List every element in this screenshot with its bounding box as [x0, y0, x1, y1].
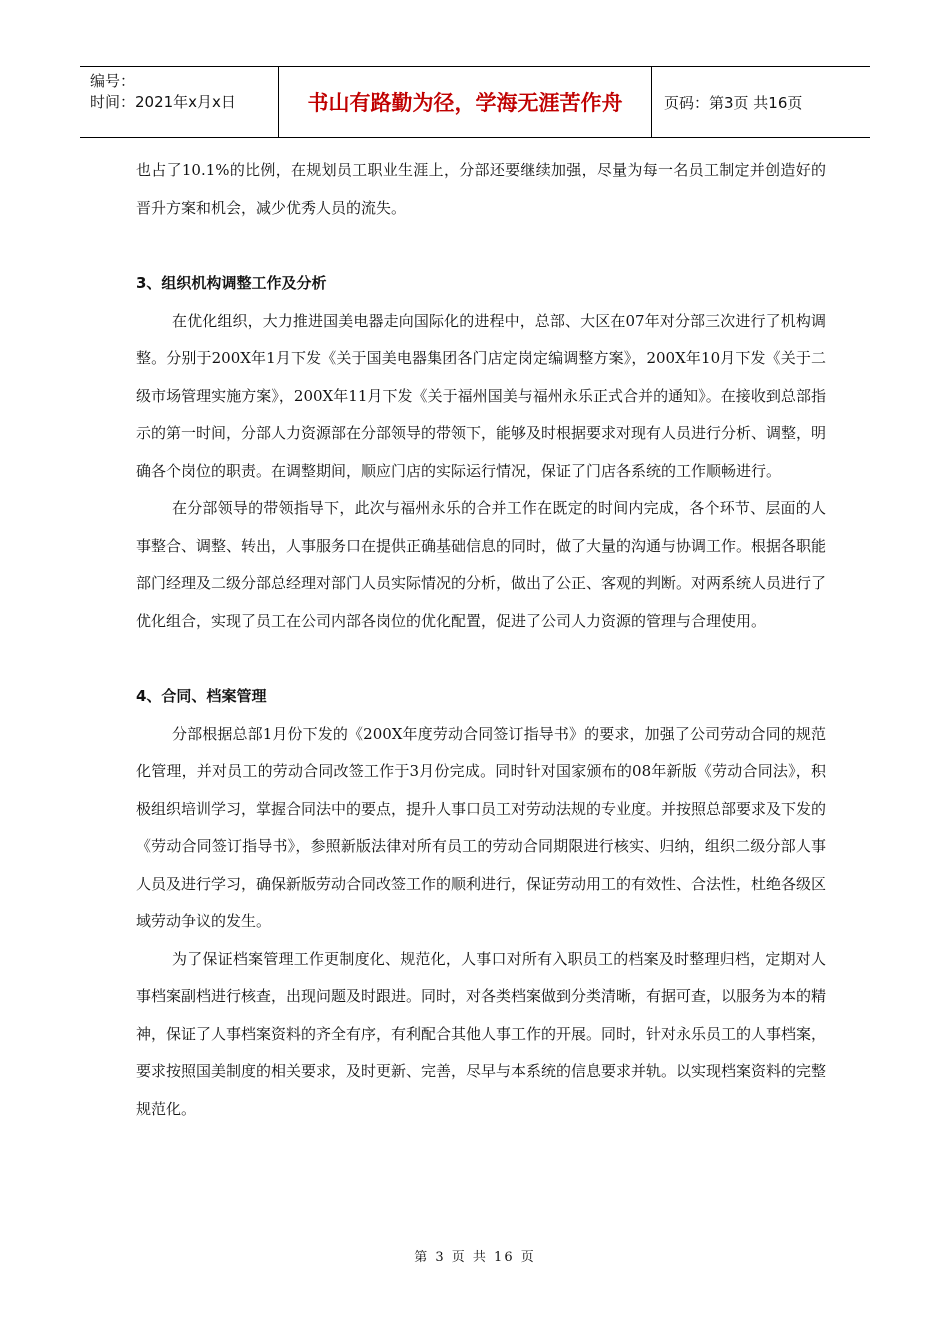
- header-page-info: 页码：第3页 共16页: [664, 93, 803, 112]
- paragraph: 在优化组织，大力推进国美电器走向国际化的进程中，总部、大区在07年对分部三次进行了机构调整。分别于200X年1月下发《关于国美电器集团各门店定岗定编调整方案》，200X年10月下发《关于二级市场管理实施方案》，200X年11月下发《关于福州国美与福州永乐正式合并的通知》。在接收到总部指示的第一时间，分部人力资源部在分部领导的带领下，能够及时根据要求对现有人员进行分析、调整，明确各个岗位的职责。在调整期间，顺应门店的实际运行情况，保证了门店各系统的工作顺畅进行。: [136, 311, 827, 480]
- document-header: [80, 66, 870, 138]
- section-heading: 3、组织机构调整工作及分析: [136, 274, 327, 292]
- header-motto: 书山有路勤为径，学海无涯苦作舟: [279, 67, 652, 137]
- header-meta: [80, 67, 279, 137]
- document-body: [136, 152, 826, 1128]
- page-footer: 第 3 页 共 16 页: [414, 1250, 536, 1265]
- time-label: 时间：2021年x月x日: [90, 93, 236, 111]
- number-label: 编号：: [90, 72, 136, 90]
- paragraph: 分部根据总部1月份下发的《200X年度劳动合同签订指导书》的要求，加强了公司劳动合同的规范化管理，并对员工的劳动合同改签工作于3月份完成。同时针对国家颁布的08年新版《劳动合同法》，积极组织培训学习，掌握合同法中的要点，提升人事口员工对劳动法规的专业度。并按照总部要求及下发的《劳动合同签订指导书》，参照新版法律对所有员工的劳动合同期限进行核实、归纳，组织二级分部人事人员及进行学习，确保新版劳动合同改签工作的顺利进行，保证劳动用工的有效性、合法性，杜绝各级区域劳动争议的发生。: [136, 724, 827, 930]
- paragraph: 在分部领导的带领指导下，此次与福州永乐的合并工作在既定的时间内完成，各个环节、层面的人事整合、调整、转出，人事服务口在提供正确基础信息的同时，做了大量的沟通与协调工作。根据各职能部门经理及二级分部总经理对部门人员实际情况的分析，做出了公正、客观的判断。对两系统人员进行了优化组合，实现了员工在公司内部各岗位的优化配置，促进了公司人力资源的管理与合理使用。: [136, 499, 827, 630]
- paragraph: 为了保证档案管理工作更制度化、规范化，人事口对所有入职员工的档案及时整理归档，定期对人事档案副档进行核查，出现问题及时跟进。同时，对各类档案做到分类清晰，有据可查，以服务为本的精神，保证了人事档案资料的齐全有序，有利配合其他人事工作的开展。同时，针对永乐员工的人事档案，要求按照国美制度的相关要求，及时更新、完善，尽早与本系统的信息要求并轨。以实现档案资料的完整规范化。: [136, 949, 827, 1118]
- section-heading: 4、合同、档案管理: [136, 687, 267, 705]
- paragraph: 也占了10.1%的比例，在规划员工职业生涯上，分部还要继续加强，尽量为每一名员工制定并创造好的晋升方案和机会，减少优秀人员的流失。: [136, 161, 826, 217]
